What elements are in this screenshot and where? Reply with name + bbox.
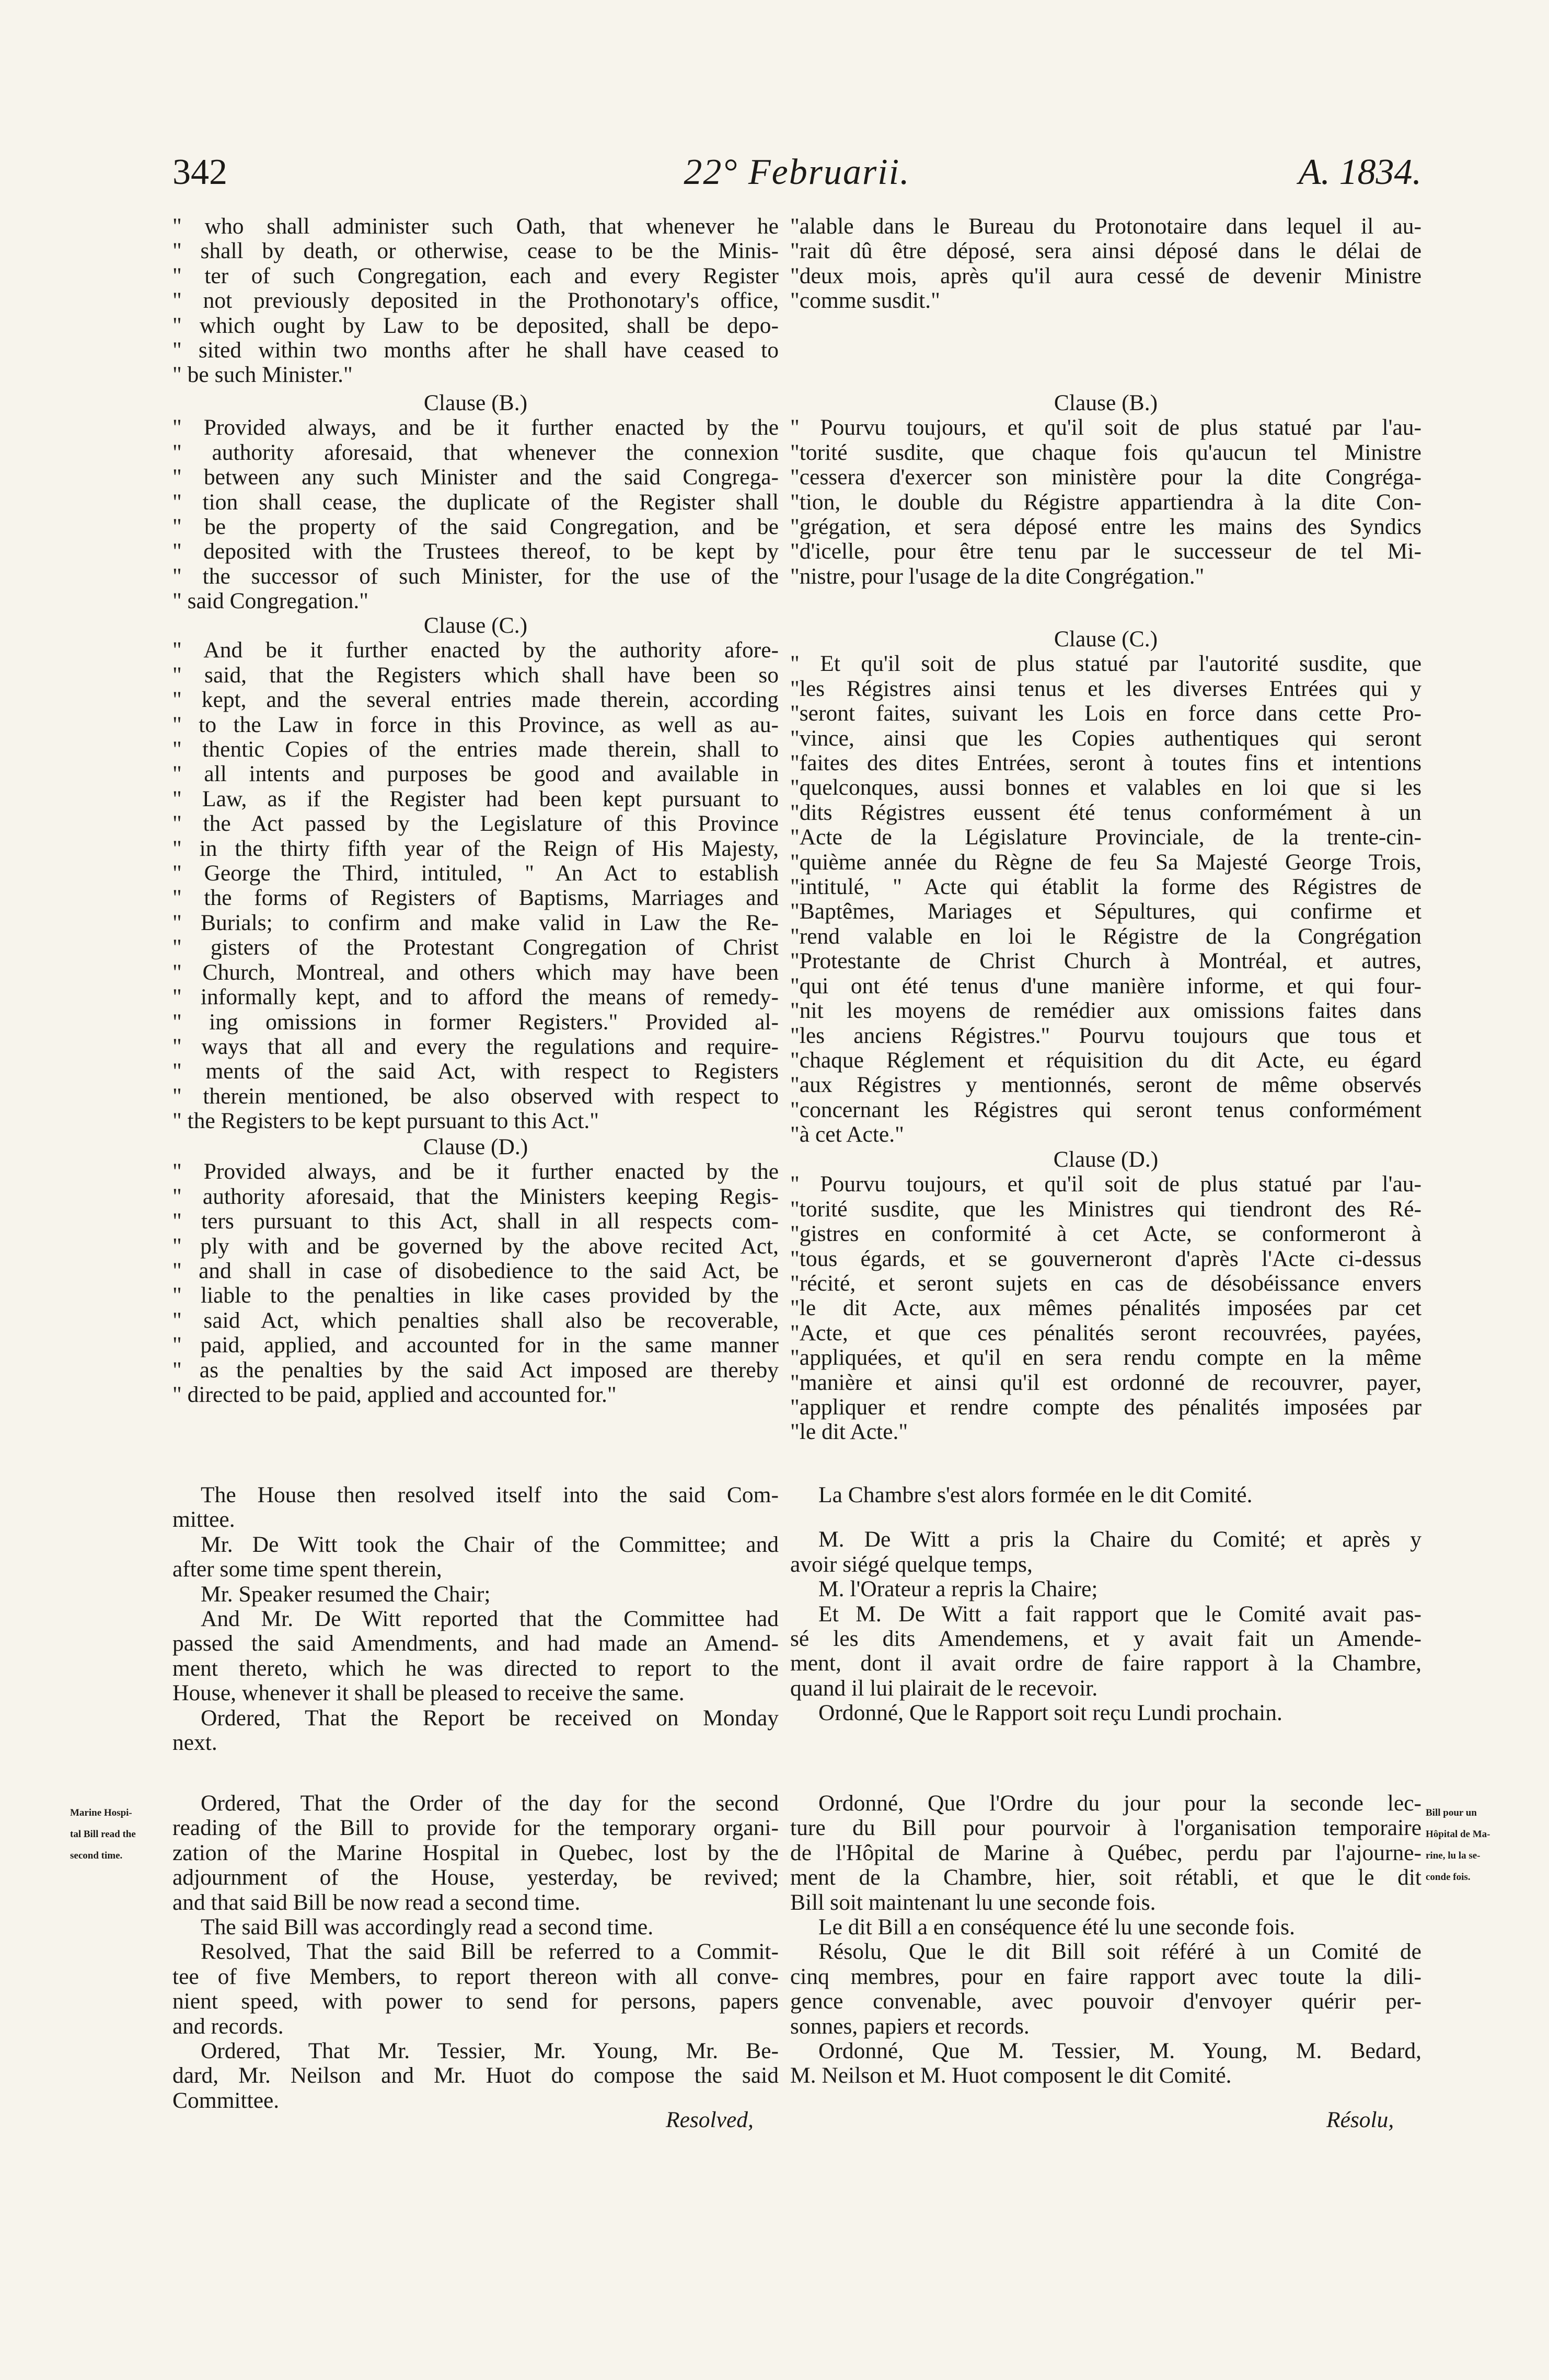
en-col1-line: " which ought by Law to be deposited, shall be depo- bbox=[172, 313, 779, 338]
clause-d-en-line: " Provided always, and be it further enacted by the bbox=[172, 1159, 779, 1185]
en-col1-line: " ter of such Congregation, each and every Register bbox=[172, 263, 779, 288]
clause-b-en-line: " the successor of such Minister, for the use of the bbox=[172, 564, 779, 589]
committee-en-line: Mr. De Witt took the Chair of the Committee; and bbox=[201, 1532, 779, 1557]
clause-d-heading-en: Clause (D.) bbox=[423, 1134, 528, 1159]
clause-b-en-line: " be the property of the said Congregation, and be bbox=[172, 515, 779, 540]
clause-c-en-line: " ways that all and every the regulations and require- bbox=[172, 1034, 779, 1059]
marine-en-line: and that said Bill be now read a second time. bbox=[172, 1890, 581, 1915]
margin-fr-line: Bill pour un bbox=[1426, 1807, 1477, 1818]
clause-c-en-line: " said, that the Registers which shall have been so bbox=[172, 663, 779, 688]
clause-b-heading-en: Clause (B.) bbox=[423, 390, 528, 415]
clause-d-fr-line: "manière et ainsi qu'il est ordonné de recouvrer, payer, bbox=[790, 1370, 1421, 1395]
clause-c-en-line: " ing omissions in former Registers." Provided al- bbox=[172, 1009, 779, 1035]
clause-d-fr-line: "gistres en conformité à cet Acte, se conformeront à bbox=[790, 1222, 1421, 1247]
en-col1-line: " sited within two months after he shall have ceased to bbox=[172, 338, 779, 363]
clause-c-fr-line: "à cet Acte." bbox=[790, 1122, 904, 1147]
marine-en-line: adjournment of the House, yesterday, be revived; bbox=[172, 1865, 779, 1890]
clause-c-fr-line: "quième année du Règne de feu Sa Majesté George Trois, bbox=[790, 850, 1421, 875]
clause-c-fr-line: " Et qu'il soit de plus statué par l'autorité susdite, que bbox=[790, 652, 1421, 677]
margin-en-line: Marine Hospi- bbox=[70, 1807, 132, 1818]
marine-fr-line: sonnes, papiers et records. bbox=[790, 2014, 1030, 2039]
clause-c-en-line: " Burials; to confirm and make valid in Law the Re- bbox=[172, 910, 779, 935]
clause-d-en-line: " paid, applied, and accounted for in the same manner bbox=[172, 1333, 779, 1358]
committee-fr-line: La Chambre s'est alors formée en le dit Comité. bbox=[818, 1483, 1253, 1507]
clause-d-fr-line: "appliquées, et qu'il en sera rendu compte en la même bbox=[790, 1345, 1421, 1371]
committee-en-line: And Mr. De Witt reported that the Committee had bbox=[201, 1607, 779, 1632]
marine-en-line: reading of the Bill to provide for the temporary organi- bbox=[172, 1816, 779, 1841]
clause-c-fr-line: "concernant les Régistres qui seront tenus conformément bbox=[790, 1097, 1421, 1122]
clause-b-en-line: " deposited with the Trustees thereof, to be kept by bbox=[172, 539, 779, 564]
clause-d-en-line: " ters pursuant to this Act, shall in all respects com- bbox=[172, 1209, 779, 1234]
marine-fr-line: Résolu, Que le dit Bill soit référé à un Comité de bbox=[818, 1940, 1421, 1965]
committee-fr-line: Et M. De Witt a fait rapport que le Comité avait pas- bbox=[818, 1601, 1421, 1627]
page-year: A. 1834. bbox=[1298, 152, 1421, 192]
marine-en-line: The said Bill was accordingly read a second time. bbox=[201, 1915, 654, 1940]
committee-fr-line: quand il lui plairait de le recevoir. bbox=[790, 1676, 1098, 1701]
clause-c-en-line: " And be it further enacted by the authority afore- bbox=[172, 638, 779, 663]
page-number: 342 bbox=[172, 152, 227, 192]
marine-en-line: zation of the Marine Hospital in Quebec, lost by the bbox=[172, 1840, 779, 1865]
clause-c-fr-line: "Protestante de Christ Church à Montréal, et autres, bbox=[790, 949, 1421, 974]
marine-en-line: Resolved, That the said Bill be referred to a Commit- bbox=[201, 1940, 779, 1965]
french-clause-b bbox=[790, 391, 1421, 589]
committee-en-line: ment thereto, which he was directed to report to the bbox=[172, 1656, 779, 1681]
marine-fr-line: Bill soit maintenant lu une seconde fois. bbox=[790, 1890, 1156, 1915]
clause-c-fr-line: "vince, ainsi que les Copies authentiques qui seront bbox=[790, 726, 1421, 751]
clause-c-fr-line: "quelconques, aussi bonnes et valables en loi que si les bbox=[790, 775, 1421, 800]
clause-d-fr-line: " Pourvu toujours, et qu'il soit de plus statué par l'au- bbox=[790, 1172, 1421, 1197]
clause-d-fr-line: "tous égards, et se gouverneront d'après l'Acte ci-dessus bbox=[790, 1246, 1421, 1271]
clause-c-en-line: " informally kept, and to afford the means of remedy- bbox=[172, 985, 779, 1010]
marine-en-line: Ordered, That Mr. Tessier, Mr. Young, Mr. Be- bbox=[201, 2039, 779, 2064]
clause-c-heading-en: Clause (C.) bbox=[423, 613, 528, 638]
committee-fr-line: Ordonné, Que le Rapport soit reçu Lundi prochain. bbox=[818, 1701, 1282, 1726]
clause-c-en-line: " all intents and purposes be good and available in bbox=[172, 762, 779, 787]
en-col1-line: " shall by death, or otherwise, cease to be the Minis- bbox=[172, 239, 779, 264]
committee-fr-line: sé les dits Amendemens, et y avait fait un Amende- bbox=[790, 1627, 1421, 1652]
marine-fr-line: de l'Hôpital de Marine à Québec, perdu par l'ajourne- bbox=[790, 1840, 1421, 1865]
clause-d-en-line: " ply with and be governed by the above recited Act, bbox=[172, 1234, 779, 1259]
clause-b-fr-line: "d'icelle, pour être tenu par le successeur de tel Mi- bbox=[790, 539, 1421, 564]
fr-col1-line: "rait dû être déposé, sera ainsi déposé dans le délai de bbox=[790, 239, 1421, 264]
margin-fr-line: Hôpital de Ma- bbox=[1426, 1829, 1490, 1840]
clause-b-en-line: " Provided always, and be it further enacted by the bbox=[172, 415, 779, 440]
clause-d-en-line: " directed to be paid, applied and accounted for." bbox=[172, 1383, 617, 1408]
clause-d-en-line: " as the penalties by the said Act imposed are thereby bbox=[172, 1357, 779, 1383]
clause-b-en-line: " between any such Minister and the said Congrega- bbox=[172, 465, 779, 490]
clause-b-heading-fr: Clause (B.) bbox=[1054, 390, 1158, 415]
french-clause-d bbox=[790, 1147, 1421, 1445]
english-marine-hospital-bill bbox=[172, 1791, 779, 2113]
committee-en-line: Mr. Speaker resumed the Chair; bbox=[201, 1582, 491, 1607]
clause-d-fr-line: "le dit Acte, aux mêmes pénalités imposées par cet bbox=[790, 1296, 1421, 1321]
french-marine-hospital-bill bbox=[790, 1791, 1421, 2088]
committee-en-line: passed the said Amendments, and had made an Amend- bbox=[172, 1631, 779, 1656]
english-opening-quote bbox=[172, 214, 779, 388]
marine-fr-line: ment de la Chambre, hier, soit rétabli, et que le dit bbox=[790, 1865, 1421, 1890]
clause-c-heading-fr: Clause (C.) bbox=[1054, 626, 1158, 652]
clause-c-fr-line: "seront faites, suivant les Lois en force dans cette Pro- bbox=[790, 701, 1421, 726]
clause-c-fr-line: "les Régistres ainsi tenus et les diverses Entrées qui y bbox=[790, 676, 1421, 701]
marine-en-line: nient speed, with power to send for persons, papers bbox=[172, 1989, 779, 2014]
clause-c-en-line: " the Act passed by the Legislature of this Province bbox=[172, 811, 779, 837]
clause-b-fr-line: "nistre, pour l'usage de la dite Congrégation." bbox=[790, 564, 1205, 589]
clause-b-en-line: " authority aforesaid, that whenever the connexion bbox=[172, 440, 779, 465]
clause-c-fr-line: "nit les moyens de remédier aux omissions faites dans bbox=[790, 999, 1421, 1024]
french-clause-c bbox=[790, 627, 1421, 1147]
margin-note-french bbox=[1426, 1797, 1525, 1893]
fr-col1-line: "deux mois, après qu'il aura cessé de devenir Ministre bbox=[790, 263, 1421, 288]
marine-fr-line: cinq membres, pour en faire rapport avec toute la dili- bbox=[790, 1964, 1421, 1989]
clause-c-en-line: " gisters of the Protestant Congregation of Christ bbox=[172, 935, 779, 960]
committee-en-line: after some time spent therein, bbox=[172, 1557, 442, 1582]
margin-fr-line: rine, lu la se- bbox=[1426, 1850, 1481, 1861]
clause-b-fr-line: " Pourvu toujours, et qu'il soit de plus statué par l'au- bbox=[790, 415, 1421, 440]
clause-d-en-line: " and shall in case of disobedience to the said Act, be bbox=[172, 1259, 779, 1284]
committee-fr-line: M. De Witt a pris la Chaire du Comité; et après y bbox=[818, 1527, 1421, 1552]
clause-c-fr-line: "qui ont été tenus d'une manière informe, et qui four- bbox=[790, 973, 1421, 999]
committee-fr-line: ment, dont il avait ordre de faire rapport à la Chambre, bbox=[790, 1651, 1421, 1676]
marine-fr-line: M. Neilson et M. Huot composent le dit Comité. bbox=[790, 2063, 1232, 2088]
clause-b-fr-line: "cessera d'exercer son ministère pour la dite Congréga- bbox=[790, 465, 1421, 490]
fr-col1-line: "comme susdit." bbox=[790, 288, 940, 314]
clause-d-fr-line: "appliquer et rendre compte des pénalités imposées par bbox=[790, 1395, 1421, 1420]
catchword-french: Résolu, bbox=[1326, 2107, 1394, 2132]
marine-en-line: dard, Mr. Neilson and Mr. Huot do compose the said bbox=[172, 2063, 779, 2088]
clause-d-en-line: " said Act, which penalties shall also be recoverable, bbox=[172, 1308, 779, 1333]
marine-fr-line: Ordonné, Que l'Ordre du jour pour la seconde lec- bbox=[818, 1791, 1421, 1816]
clause-c-fr-line: "Acte de la Législature Provinciale, de la trente-cin- bbox=[790, 825, 1421, 850]
clause-c-fr-line: "aux Régistres y mentionnés, seront de même observés bbox=[790, 1073, 1421, 1098]
margin-en-line: second time. bbox=[70, 1850, 123, 1861]
committee-en-line: House, whenever it shall be pleased to receive the same. bbox=[172, 1681, 685, 1706]
clause-b-en-line: " said Congregation." bbox=[172, 589, 368, 614]
clause-c-fr-line: "intitulé, " Acte qui établit la forme des Régistres de bbox=[790, 875, 1421, 900]
margin-fr-line: conde fois. bbox=[1426, 1872, 1471, 1883]
clause-c-en-line: " thentic Copies of the entries made therein, shall to bbox=[172, 737, 779, 762]
catchword-english: Resolved, bbox=[666, 2107, 754, 2132]
clause-c-fr-line: "dits Régistres eussent été tenus conformément à un bbox=[790, 800, 1421, 825]
clause-c-fr-line: "chaque Réglement et réquisition du dit Acte, eu égard bbox=[790, 1048, 1421, 1073]
marine-en-line: and records. bbox=[172, 2014, 284, 2039]
clause-b-fr-line: "torité susdite, que chaque fois qu'aucun tel Ministre bbox=[790, 440, 1421, 465]
marine-en-line: tee of five Members, to report thereon with all conve- bbox=[172, 1964, 779, 1989]
clause-c-en-line: " the Registers to be kept pursuant to this Act." bbox=[172, 1109, 599, 1134]
clause-d-en-line: " liable to the penalties in like cases provided by the bbox=[172, 1283, 779, 1308]
clause-b-en-line: " tion shall cease, the duplicate of the Register shall bbox=[172, 490, 779, 515]
clause-c-en-line: " therein mentioned, be also observed with respect to bbox=[172, 1084, 779, 1109]
committee-en-line: Ordered, That the Report be received on Monday bbox=[201, 1705, 779, 1731]
clause-d-fr-line: "torité susdite, que les Ministres qui tiendront des Ré- bbox=[790, 1197, 1421, 1222]
clause-c-en-line: " ments of the said Act, with respect to Registers bbox=[172, 1059, 779, 1084]
clause-c-en-line: " kept, and the several entries made therein, according bbox=[172, 688, 779, 713]
marine-fr-line: Ordonné, Que M. Tessier, M. Young, M. Bedard, bbox=[818, 2039, 1421, 2064]
clause-d-fr-line: "le dit Acte." bbox=[790, 1420, 908, 1445]
page-header bbox=[172, 152, 1421, 209]
marine-en-line: Committee. bbox=[172, 2088, 280, 2113]
clause-c-fr-line: "Baptêmes, Mariages et Sépultures, qui confirme et bbox=[790, 899, 1421, 924]
marine-fr-line: gence convenable, avec pouvoir d'envoyer quérir per- bbox=[790, 1989, 1421, 2014]
fr-col1-line: "alable dans le Bureau du Protonotaire dans lequel il au- bbox=[790, 214, 1421, 239]
clause-b-fr-line: "grégation, et sera déposé entre les mains des Syndics bbox=[790, 515, 1421, 540]
english-clause-c bbox=[172, 613, 779, 1134]
margin-en-line: tal Bill read the bbox=[70, 1829, 136, 1840]
marine-en-line: Ordered, That the Order of the day for the second bbox=[201, 1791, 779, 1816]
english-clause-b bbox=[172, 391, 779, 614]
french-opening-quote bbox=[790, 214, 1421, 314]
en-col1-line: " be such Minister." bbox=[172, 363, 353, 388]
committee-en-line: next. bbox=[172, 1731, 217, 1756]
clause-d-fr-line: "Acte, et que ces pénalités seront recouvrées, payées, bbox=[790, 1320, 1421, 1345]
clause-d-heading-fr: Clause (D.) bbox=[1053, 1147, 1159, 1172]
clause-c-en-line: " to the Law in force in this Province, as well as au- bbox=[172, 712, 779, 737]
clause-c-en-line: " George the Third, intituled, " An Act to establish bbox=[172, 861, 779, 886]
marine-fr-line: Le dit Bill a en conséquence été lu une seconde fois. bbox=[818, 1915, 1295, 1940]
clause-c-fr-line: "faites des dites Entrées, seront à toutes fins et intentions bbox=[790, 751, 1421, 776]
english-committee-proceedings bbox=[172, 1483, 779, 1755]
french-committee-proceedings bbox=[790, 1483, 1421, 1726]
en-col1-line: " not previously deposited in the Prothonotary's office, bbox=[172, 288, 779, 314]
clause-d-en-line: " authority aforesaid, that the Ministers keeping Regis- bbox=[172, 1184, 779, 1209]
clause-b-fr-line: "tion, le double du Régistre appartiendra à la dite Con- bbox=[790, 490, 1421, 515]
marine-fr-line: ture du Bill pour pourvoir à l'organisation temporaire bbox=[790, 1816, 1421, 1841]
clause-c-en-line: " Law, as if the Register had been kept pursuant to bbox=[172, 786, 779, 811]
clause-c-fr-line: "les anciens Régistres." Pourvu toujours que tous et bbox=[790, 1023, 1421, 1048]
page-date: 22° Februarii. bbox=[684, 152, 910, 192]
committee-fr-line: M. l'Orateur a repris la Chaire; bbox=[818, 1577, 1098, 1602]
clause-c-en-line: " the forms of Registers of Baptisms, Marriages and bbox=[172, 886, 779, 911]
clause-c-fr-line: "rend valable en loi le Régistre de la Congrégation bbox=[790, 924, 1421, 949]
en-col1-line: " who shall administer such Oath, that whenever he bbox=[172, 214, 779, 239]
clause-c-en-line: " Church, Montreal, and others which may have been bbox=[172, 960, 779, 985]
margin-note-english bbox=[70, 1797, 175, 1872]
english-clause-d bbox=[172, 1135, 779, 1407]
committee-fr-line: avoir siégé quelque temps, bbox=[790, 1552, 1033, 1577]
committee-en-line: The House then resolved itself into the said Com- bbox=[201, 1483, 779, 1507]
clause-d-fr-line: "récité, et seront sujets en cas de désobéissance envers bbox=[790, 1271, 1421, 1296]
committee-en-line: mittee. bbox=[172, 1507, 235, 1533]
clause-c-en-line: " in the thirty fifth year of the Reign of His Majesty, bbox=[172, 836, 779, 861]
